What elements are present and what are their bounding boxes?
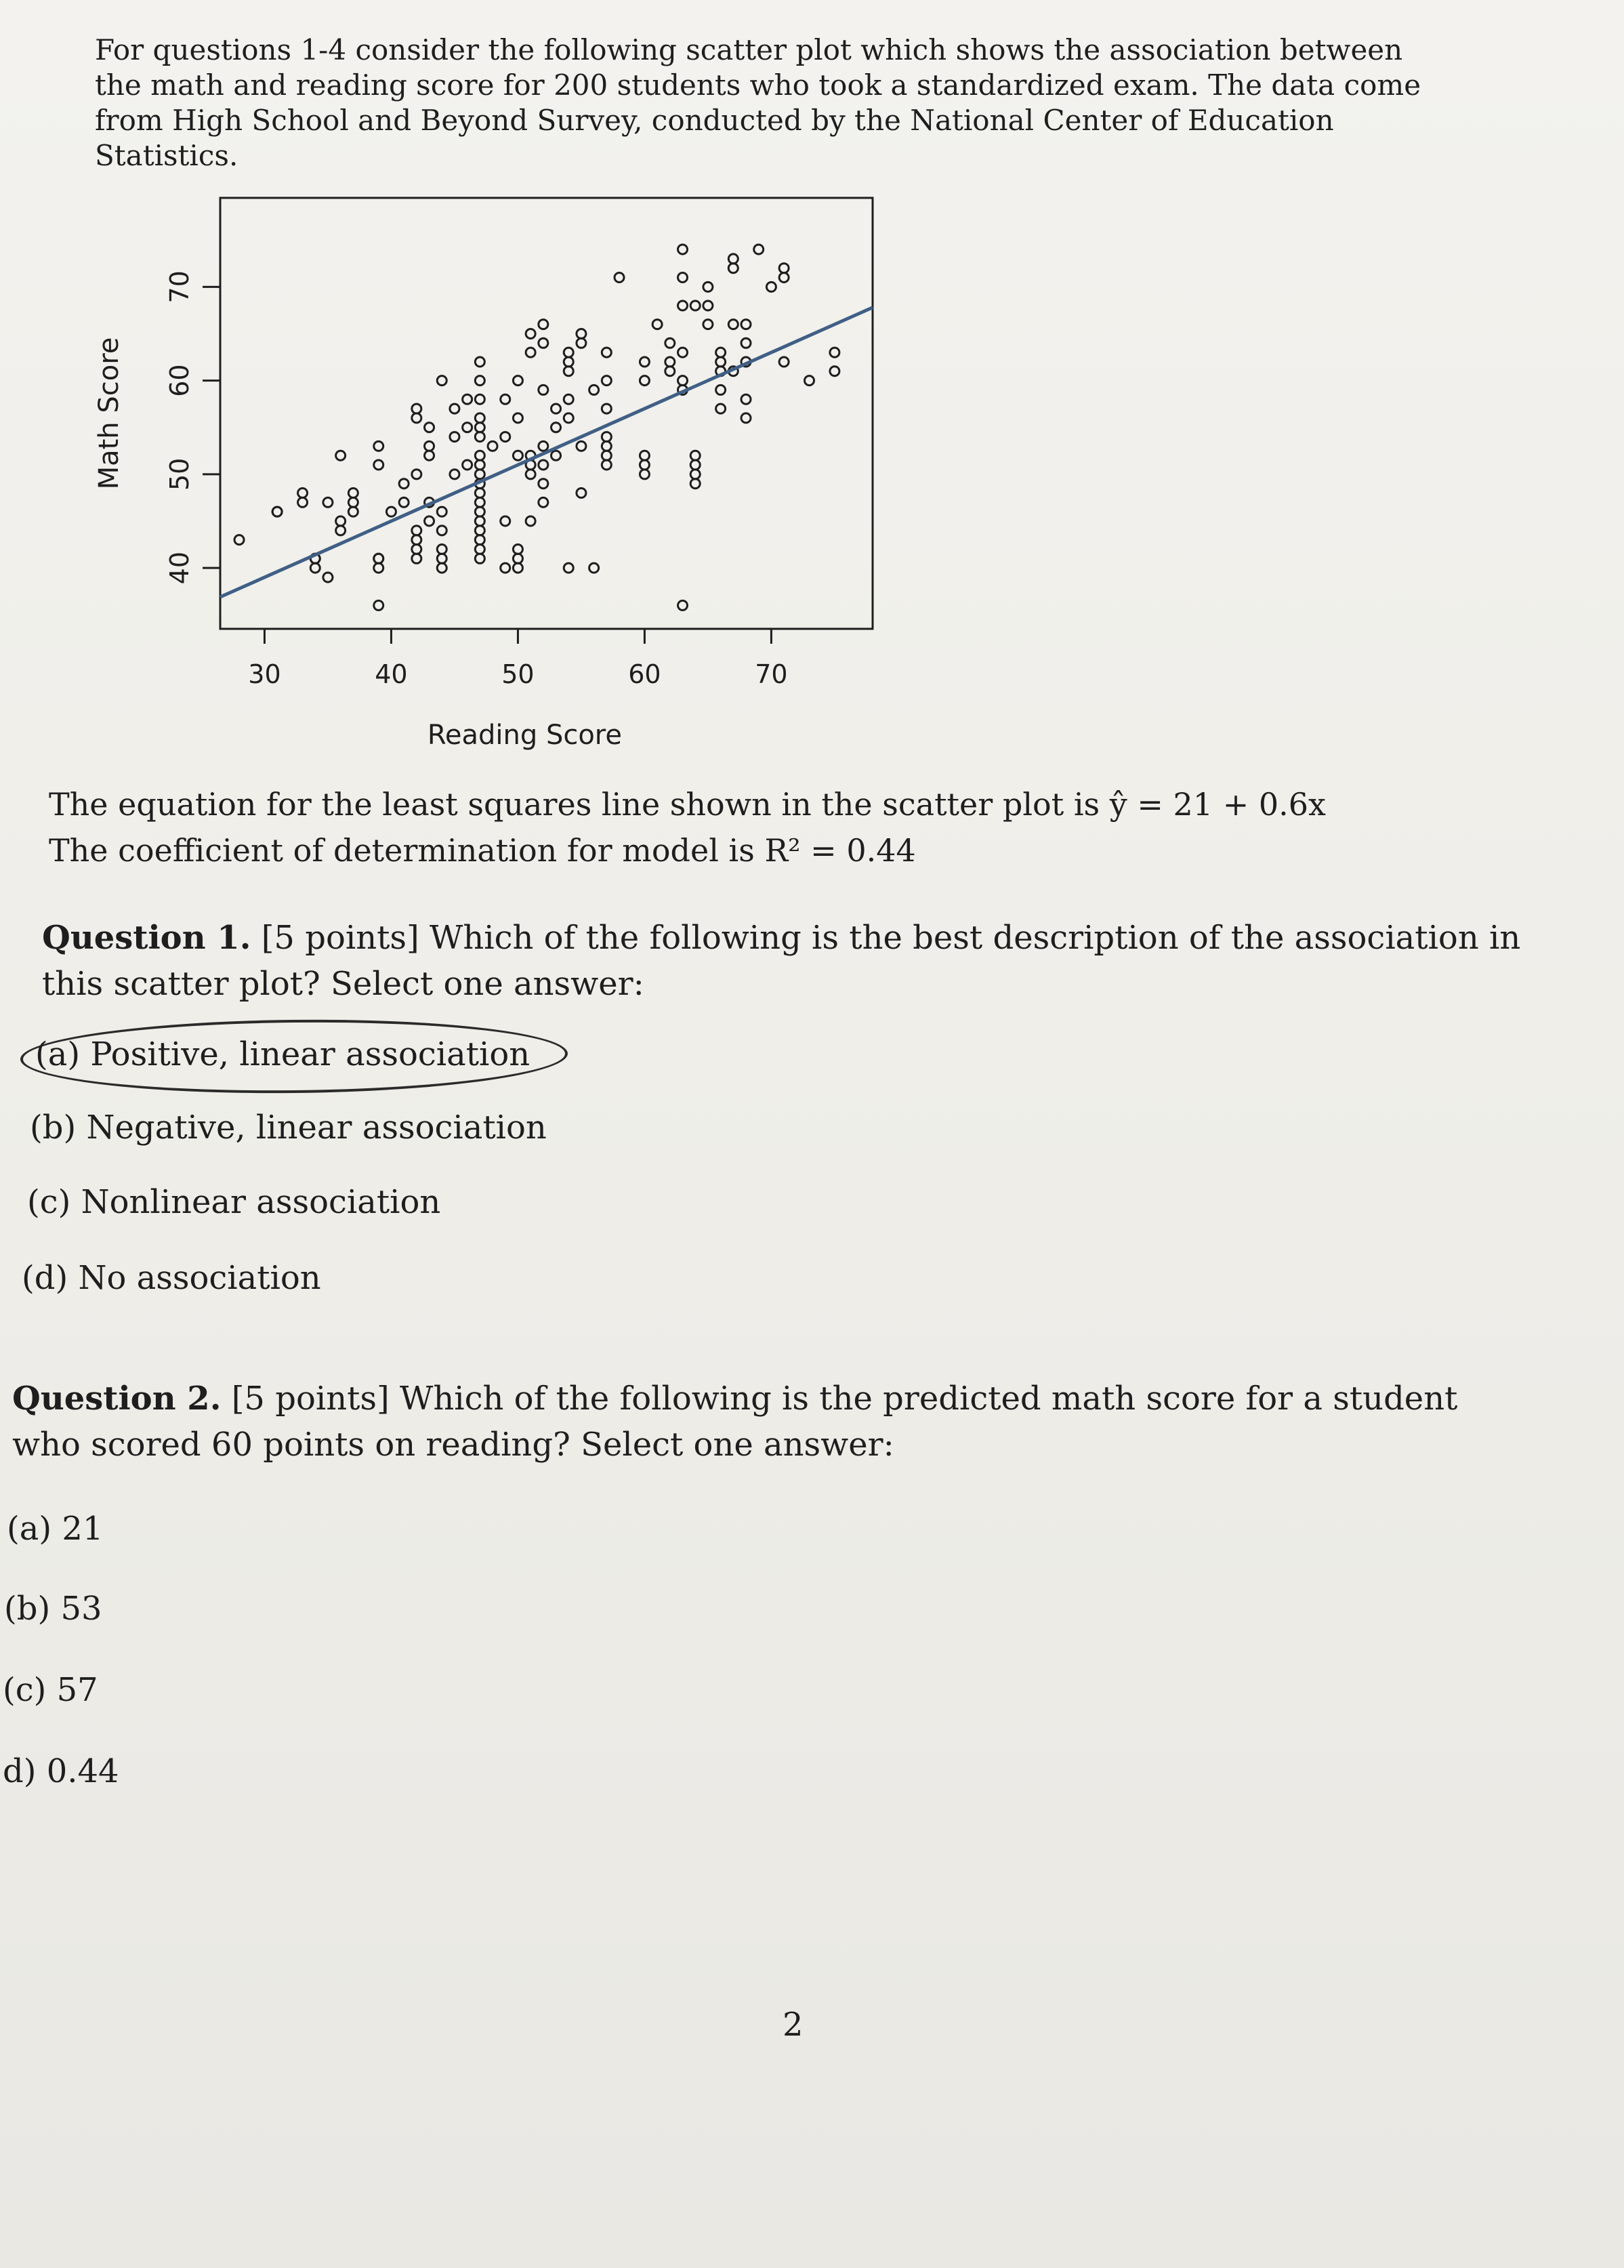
data-point [412,470,421,479]
data-point [678,273,688,283]
data-point [741,394,751,404]
data-point [690,479,700,489]
data-point [348,489,358,498]
data-point [539,479,548,489]
q1-option-c[interactable]: (c) Nonlinear association [27,1183,441,1221]
q2-option-d[interactable]: d) 0.44 [3,1752,119,1790]
data-point [640,451,649,460]
data-point [513,451,522,460]
data-point [615,273,624,283]
data-point [741,338,751,348]
data-point [475,535,484,545]
data-point [539,338,548,348]
data-point [577,338,586,348]
x-tick-label: 30 [248,659,281,689]
data-point [374,460,383,470]
data-point [526,470,535,479]
data-point [602,460,611,470]
data-point [272,507,282,516]
data-point [830,367,839,376]
data-point [577,329,586,338]
data-point [348,497,358,507]
data-point [766,282,776,291]
data-point [589,563,599,573]
x-tick-label: 70 [755,659,788,689]
data-point [690,460,700,470]
data-point [539,497,548,507]
data-point [450,470,459,479]
data-point [475,489,484,498]
data-point [234,535,244,545]
data-point [513,376,522,386]
data-point [425,516,434,526]
data-point [450,432,459,442]
data-point [741,413,751,423]
data-point [475,413,484,423]
data-point [399,479,409,489]
data-point [665,367,675,376]
data-point [488,441,497,451]
data-point [501,516,510,526]
data-point [475,394,484,404]
data-point [475,357,484,367]
x-axis-title: Reading Score [427,720,622,751]
q1-option-a[interactable]: (a) Positive, linear association [35,1035,530,1073]
data-point [513,413,522,423]
data-point [425,451,434,460]
data-point [437,526,446,535]
data-point [678,348,688,357]
data-point [754,245,764,254]
data-point [716,404,726,413]
data-point [437,554,446,563]
data-point [602,404,611,413]
data-point [728,320,738,329]
data-point [551,423,561,432]
data-point [412,404,421,413]
data-point [564,367,573,376]
data-point [564,348,573,357]
data-point [678,600,688,610]
data-point [779,273,789,283]
data-point [690,470,700,479]
data-point [551,451,561,460]
data-point [652,320,662,329]
x-tick-label: 50 [501,659,535,689]
data-point [399,497,409,507]
data-point [336,451,346,460]
data-point [437,563,446,573]
data-point [475,470,484,479]
data-point [437,544,446,554]
data-point [374,600,383,610]
data-point [665,338,675,348]
data-point [703,282,713,291]
data-point [475,497,484,507]
data-point [526,516,535,526]
data-point [501,432,510,442]
x-tick-label: 40 [375,659,408,689]
data-point [374,563,383,573]
data-point [437,507,446,516]
data-point [564,413,573,423]
data-point [539,320,548,329]
data-point [513,554,522,563]
data-point [703,320,713,329]
x-tick-label: 60 [628,659,661,689]
data-point [539,460,548,470]
data-point [602,376,611,386]
data-point [323,497,333,507]
data-point [412,544,421,554]
data-point [640,470,649,479]
data-point [425,423,434,432]
data-point [577,441,586,451]
data-point [310,563,320,573]
question-1 [42,915,1533,1007]
data-point [463,460,472,470]
data-point [475,554,484,563]
data-point [640,357,649,367]
y-tick-label: 60 [165,364,194,397]
data-point [348,507,358,516]
data-point [475,460,484,470]
data-point [475,376,484,386]
data-point [513,563,522,573]
data-point [716,385,726,394]
data-point [564,394,573,404]
data-point [690,451,700,460]
data-point [716,357,726,367]
data-point [678,301,688,310]
data-point [577,489,586,498]
data-point [463,394,472,404]
question-1-heading: Question 1. [42,919,251,957]
data-point [412,554,421,563]
data-point [640,376,649,386]
data-point [374,554,383,563]
data-point [564,357,573,367]
data-point [602,348,611,357]
data-point [501,394,510,404]
data-point [602,432,611,442]
data-point [779,357,789,367]
data-point [336,526,346,535]
q1-option-d[interactable]: (d) No association [22,1259,321,1297]
data-point [513,544,522,554]
data-point [526,329,535,338]
data-point [779,264,789,273]
y-axis-title: Math Score [93,337,125,490]
question-2-heading: Question 2. [12,1380,222,1418]
data-point [690,301,700,310]
data-point [526,348,535,357]
data-point [374,441,383,451]
data-point [805,376,814,386]
data-point [475,423,484,432]
data-point [323,573,333,582]
data-point [665,357,675,367]
data-point [475,516,484,526]
data-point [437,376,446,386]
data-point [501,563,510,573]
data-point [728,264,738,273]
data-point [539,441,548,451]
least-squares-line [220,308,873,597]
data-point [703,301,713,310]
r-squared-statement: The coefficient of determination for model is R² = 0.44 [49,832,916,869]
data-point [551,404,561,413]
data-point [298,497,308,507]
data-point [475,432,484,442]
data-point [539,385,548,394]
question-1-text: [5 points] Which of the following is the best description of the association in this scatter plot? Select one answer: [42,919,1521,1003]
data-point [298,489,308,498]
data-point [336,516,346,526]
data-point [425,441,434,451]
y-tick-label: 40 [165,551,194,585]
data-point [475,526,484,535]
intro-paragraph: For questions 1-4 consider the following scatter plot which shows the association between the math and reading score for 200 students who took a standardized exam. The data come from High School and Beyond Survey, conducted by the National Center of Education Statistics. [95,33,1421,172]
data-point [450,404,459,413]
data-point [412,413,421,423]
q2-option-b[interactable]: (b) 53 [4,1590,102,1628]
data-point [602,441,611,451]
data-point [678,376,688,386]
data-point [830,348,839,357]
data-point [589,385,599,394]
question-2 [12,1376,1503,1468]
q2-option-c[interactable]: (c) 57 [3,1671,98,1709]
data-point [412,526,421,535]
data-point [386,507,396,516]
regression-equation: The equation for the least squares line shown in the scatter plot is ŷ = 21 + 0.6x [49,786,1326,823]
data-point [475,544,484,554]
data-point [741,320,751,329]
data-point [678,245,688,254]
q2-option-a[interactable]: (a) 21 [7,1510,104,1548]
y-tick-label: 70 [165,270,194,304]
data-point [602,451,611,460]
y-tick-label: 50 [165,457,194,491]
question-2-text: [5 points] Which of the following is the predicted math score for a student who scored 60 points on reading? Select one answer: [12,1380,1458,1464]
data-point [564,563,573,573]
data-point [475,507,484,516]
data-point [475,451,484,460]
data-point [463,423,472,432]
scatter-plot [81,183,908,772]
q1-option-b[interactable]: (b) Negative, linear association [30,1109,547,1147]
data-point [412,535,421,545]
data-point [728,254,738,264]
data-point [716,348,726,357]
data-point [640,460,649,470]
page-number: 2 [783,2006,804,2044]
